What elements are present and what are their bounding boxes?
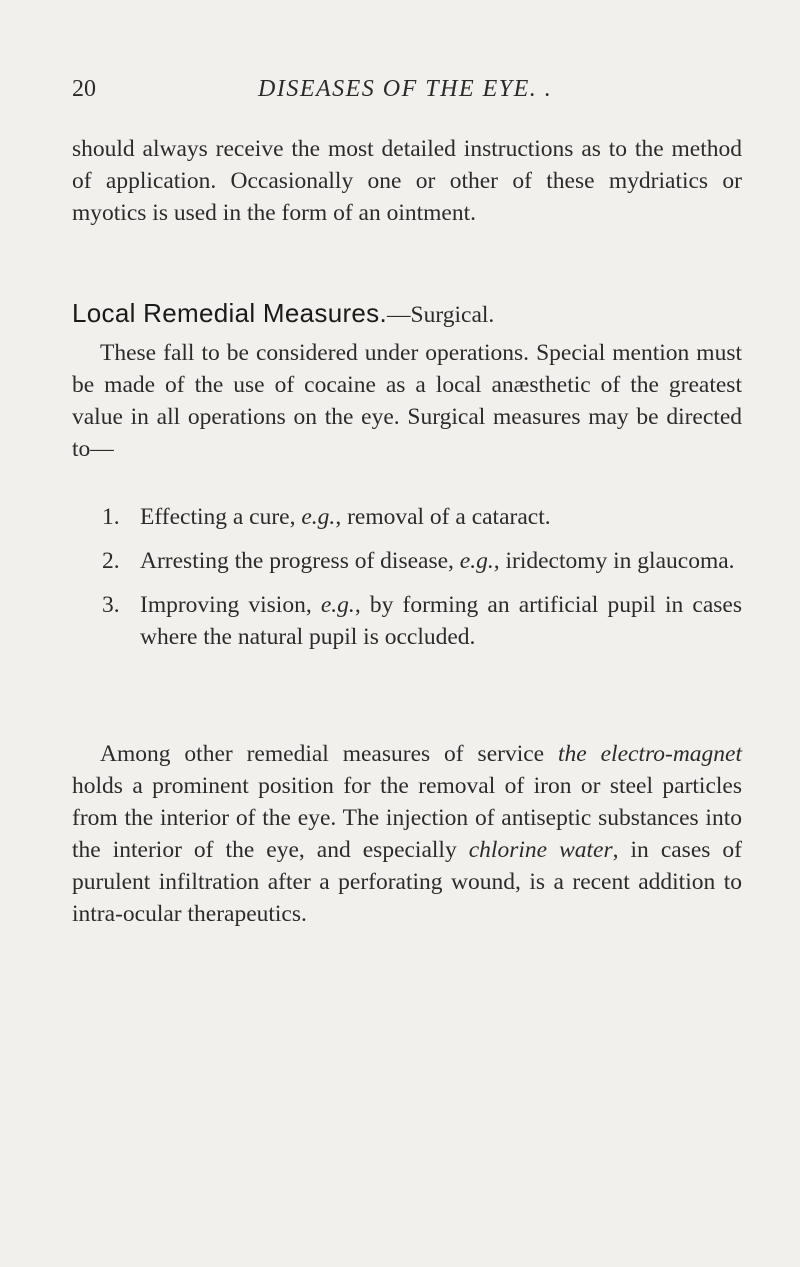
list-number: 2.: [102, 548, 120, 574]
list-emphasis: e.g.: [301, 504, 336, 530]
list-item: [102, 501, 742, 533]
paragraph-text: Among other remedial measures of service: [100, 741, 558, 767]
list-item: [102, 589, 742, 653]
list-item: [102, 545, 742, 577]
paragraph-surgical: These fall to be considered under operations. Special mention must be made of the use of cocaine as a local anæsthetic of the greatest value in all operations on the eye. Surgical measures may be directed to—: [72, 340, 742, 462]
paragraph-intro: should always receive the most detailed instructions as to the method of application. Occasionally one or other of these mydriatics or myotics is used in the form of an ointment.: [72, 136, 742, 226]
heading-title: Local Remedial Measures.: [72, 298, 388, 328]
list-text: , iridectomy in glaucoma.: [493, 548, 735, 574]
list-text: , removal of a cataract.: [335, 504, 551, 530]
emphasis-electro-magnet: the electro-magnet: [558, 741, 742, 767]
running-title: DISEASES OF THE EYE. .: [258, 76, 553, 102]
emphasis-chlorine-water: chlorine water: [468, 837, 613, 863]
list-text: , by forming an artificial pupil in cases where the natural pupil is occluded.: [140, 592, 742, 650]
list-emphasis: e.g.: [459, 548, 494, 574]
page-number: 20: [72, 76, 96, 102]
list-text: Improving vision,: [140, 592, 321, 618]
section-heading: [72, 298, 494, 329]
paragraph-text: , in cases of purulent infiltration after a perforating wound, is a recent addition to intra-ocular therapeutics.: [72, 837, 743, 927]
paragraph-text: holds a prominent position for the removal of iron or steel particles from the interior of the eye. The injection of antiseptic substances into the interior of the eye, and especially: [72, 773, 742, 863]
list-text: Effecting a cure,: [140, 504, 302, 530]
heading-subtitle: —Surgical.: [387, 302, 495, 328]
surgical-measures-list: [102, 501, 742, 665]
running-head: [72, 76, 732, 110]
list-text: Arresting the progress of disease,: [140, 548, 460, 574]
paragraph-remedial: [72, 738, 742, 930]
list-number: 3.: [102, 592, 120, 618]
list-number: 1.: [102, 504, 120, 530]
list-emphasis: e.g.: [320, 592, 355, 618]
